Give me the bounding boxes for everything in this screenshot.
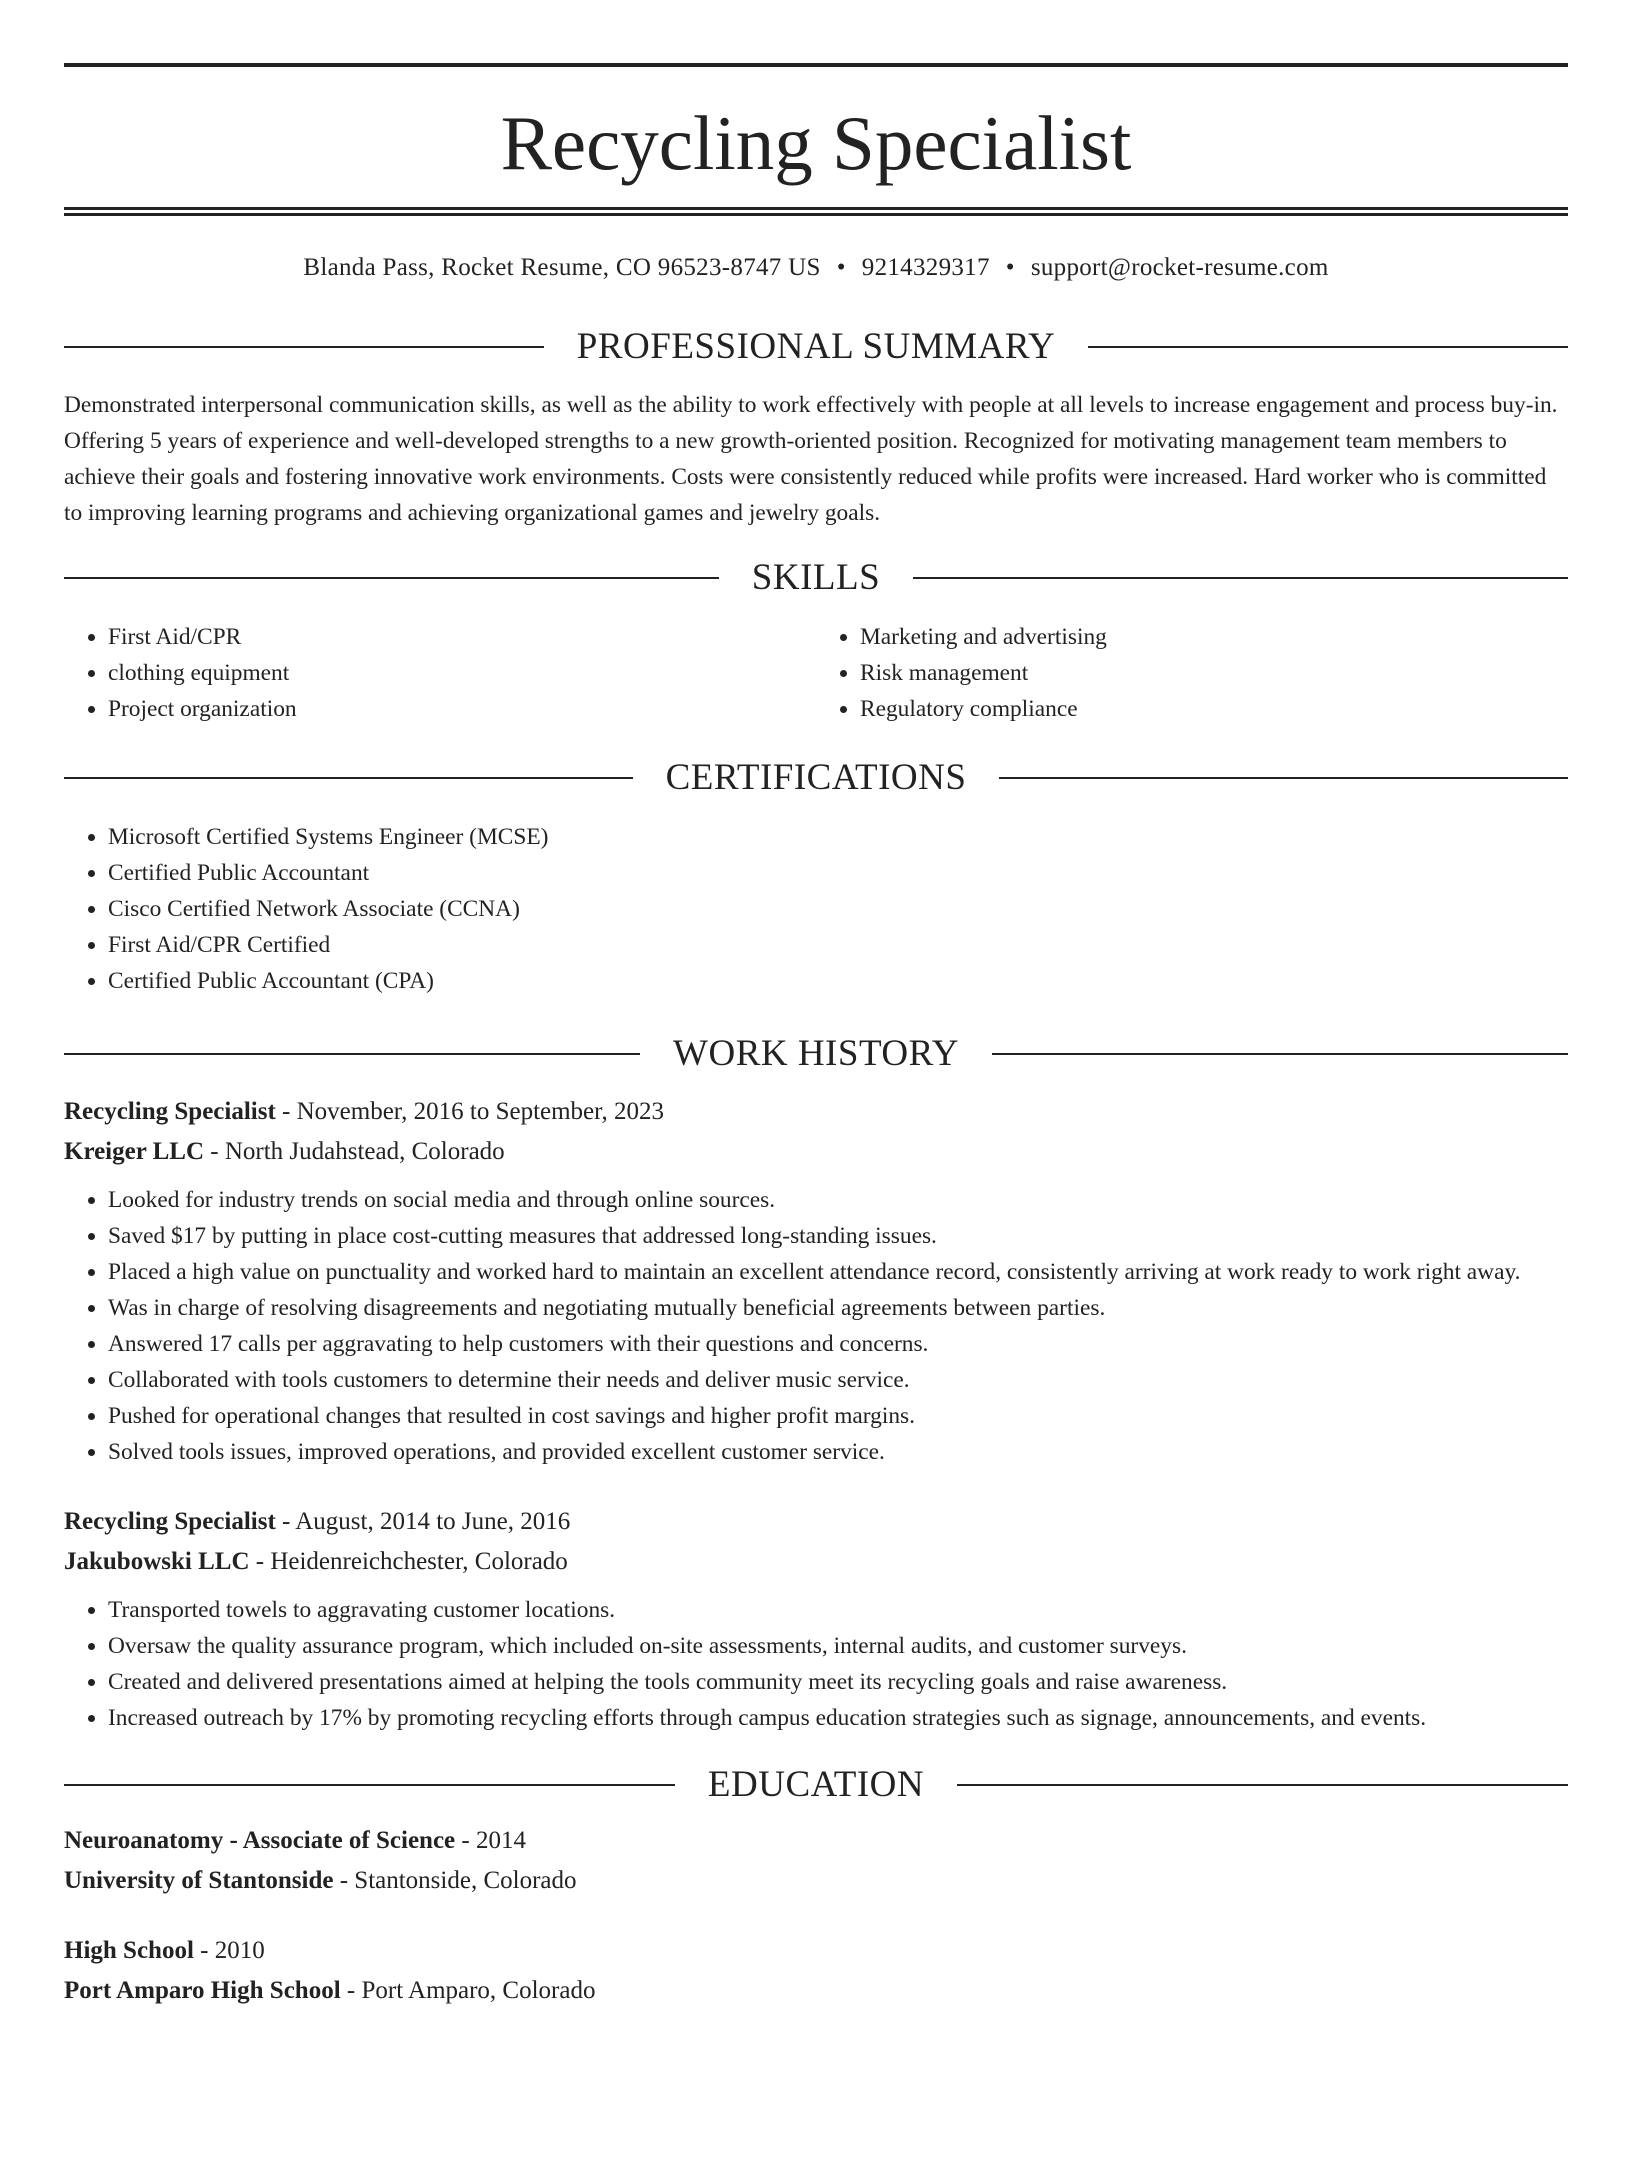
heading-rule-right bbox=[992, 1053, 1568, 1055]
heading-rule-left bbox=[64, 346, 544, 348]
skills-title: SKILLS bbox=[751, 557, 881, 598]
top-rule bbox=[64, 63, 1568, 67]
job-entry bbox=[64, 1092, 1568, 1470]
certification-item: • Cisco Certified Network Associate (CCNA) bbox=[108, 891, 1568, 927]
job-company: Kreiger LLC bbox=[64, 1138, 205, 1165]
summary-heading bbox=[64, 328, 1568, 365]
school: Port Amparo High School bbox=[64, 1977, 341, 2004]
job-duty: • Created and delivered presentations aimed at helping the tools community meet its recycling goals and raise awareness. bbox=[108, 1664, 1568, 1700]
heading-rule-left bbox=[64, 577, 719, 579]
job-entry bbox=[64, 1502, 1568, 1736]
job-duty: • Was in charge of resolving disagreements and negotiating mutually beneficial agreements between parties. bbox=[108, 1290, 1568, 1326]
job-title: Recycling Specialist bbox=[64, 1098, 276, 1125]
school: University of Stantonside bbox=[64, 1867, 334, 1894]
certifications-title: CERTIFICATIONS bbox=[665, 757, 967, 798]
degree-line bbox=[64, 1821, 1568, 1861]
job-dates: - November, 2016 to September, 2023 bbox=[275, 1098, 664, 1125]
job-title-line bbox=[64, 1092, 1568, 1132]
job-duty: • Solved tools issues, improved operations, and provided excellent customer service. bbox=[108, 1434, 1568, 1470]
job-company-line bbox=[64, 1132, 1568, 1172]
heading-rule-right bbox=[999, 777, 1568, 779]
school-line bbox=[64, 1971, 1568, 2011]
skill-item: • Risk management bbox=[860, 655, 1568, 691]
job-duty: • Answered 17 calls per aggravating to help customers with their questions and concerns. bbox=[108, 1326, 1568, 1362]
school-line bbox=[64, 1861, 1568, 1901]
certification-item: • Certified Public Accountant bbox=[108, 855, 1568, 891]
heading-rule-left bbox=[64, 1784, 675, 1786]
job-dates: - August, 2014 to June, 2016 bbox=[275, 1508, 571, 1535]
school-location: - Port Amparo, Colorado bbox=[340, 1977, 596, 2004]
job-company-line bbox=[64, 1542, 1568, 1582]
summary-title: PROFESSIONAL SUMMARY bbox=[576, 326, 1056, 367]
job-duty: • Looked for industry trends on social media and through online sources. bbox=[108, 1182, 1568, 1218]
resume-title: Recycling Specialist bbox=[500, 100, 1132, 186]
job-duty: • Saved $17 by putting in place cost-cutting measures that addressed long-standing issues. bbox=[108, 1218, 1568, 1254]
contact-separator: • bbox=[836, 254, 846, 281]
certifications-list bbox=[64, 819, 1568, 999]
graduation-year: - 2010 bbox=[193, 1937, 265, 1964]
graduation-year: - 2014 bbox=[455, 1827, 526, 1854]
skill-item: • Marketing and advertising bbox=[860, 619, 1568, 655]
skill-item: • Project organization bbox=[108, 691, 816, 727]
heading-rule-right bbox=[913, 577, 1568, 579]
skills-heading bbox=[64, 559, 1568, 596]
heading-rule-right bbox=[957, 1784, 1568, 1786]
heading-rule-right bbox=[1088, 346, 1568, 348]
job-duty: • Transported towels to aggravating customer locations. bbox=[108, 1592, 1568, 1628]
job-company: Jakubowski LLC bbox=[64, 1548, 250, 1575]
degree: High School bbox=[64, 1937, 194, 1964]
job-duty: • Pushed for operational changes that resulted in cost savings and higher profit margins. bbox=[108, 1398, 1568, 1434]
skill-item: • Regulatory compliance bbox=[860, 691, 1568, 727]
education-entry bbox=[64, 1821, 1568, 1901]
skills-column-right bbox=[816, 619, 1568, 727]
contact-separator: • bbox=[1005, 254, 1015, 281]
resume-page bbox=[0, 63, 1632, 2175]
certification-item: • Microsoft Certified Systems Engineer (MCSE) bbox=[108, 819, 1568, 855]
skills-list bbox=[64, 619, 1568, 727]
education-heading bbox=[64, 1766, 1568, 1803]
skills-column-left bbox=[64, 619, 816, 727]
job-duties bbox=[64, 1592, 1568, 1736]
skill-item: • First Aid/CPR bbox=[108, 619, 816, 655]
summary-text: Demonstrated interpersonal communication skills, as well as the ability to work effectively with people at all levels to increase engagement and process buy-in. Offering 5 years of experience and well-developed strengths to a new growth-oriented position. Recognized for motivating management team members to achieve their goals and fostering innovative work environments. Costs were consistently reduced while profits were increased. Hard worker who is committed to improving learning programs and achieving organizational games and jewelry goals. bbox=[64, 392, 1558, 526]
job-duties bbox=[64, 1182, 1568, 1470]
job-title: Recycling Specialist bbox=[64, 1508, 276, 1535]
work-title: WORK HISTORY bbox=[673, 1033, 959, 1074]
certifications-heading bbox=[64, 759, 1568, 796]
contact-line bbox=[64, 253, 1568, 283]
contact-phone: 9214329317 bbox=[861, 254, 990, 281]
job-duty: • Placed a high value on punctuality and worked hard to maintain an excellent attendance record, consistently arriving at work ready to work right away. bbox=[108, 1254, 1568, 1290]
school-location: - Stantonside, Colorado bbox=[333, 1867, 577, 1894]
job-duty: • Oversaw the quality assurance program, which included on-site assessments, internal audits, and customer surveys. bbox=[108, 1628, 1568, 1664]
job-duty: • Collaborated with tools customers to determine their needs and deliver music service. bbox=[108, 1362, 1568, 1398]
contact-email: support@rocket-resume.com bbox=[1030, 254, 1329, 281]
job-location: - North Judahstead, Colorado bbox=[204, 1138, 505, 1165]
heading-rule-left bbox=[64, 1053, 640, 1055]
degree-line bbox=[64, 1931, 1568, 1971]
certification-item: • Certified Public Accountant (CPA) bbox=[108, 963, 1568, 999]
contact-address: Blanda Pass, Rocket Resume, CO 96523-8747 US bbox=[303, 254, 821, 281]
job-duty: • Increased outreach by 17% by promoting recycling efforts through campus education strategies such as signage, announcements, and events. bbox=[108, 1700, 1568, 1736]
skill-item: • clothing equipment bbox=[108, 655, 816, 691]
work-heading bbox=[64, 1035, 1568, 1072]
education-entry bbox=[64, 1931, 1568, 2011]
double-rule bbox=[64, 207, 1568, 216]
degree: Neuroanatomy - Associate of Science bbox=[64, 1827, 456, 1854]
heading-rule-left bbox=[64, 777, 633, 779]
job-title-line bbox=[64, 1502, 1568, 1542]
education-title: EDUCATION bbox=[707, 1764, 925, 1805]
job-location: - Heidenreichchester, Colorado bbox=[249, 1548, 568, 1575]
certification-item: • First Aid/CPR Certified bbox=[108, 927, 1568, 963]
